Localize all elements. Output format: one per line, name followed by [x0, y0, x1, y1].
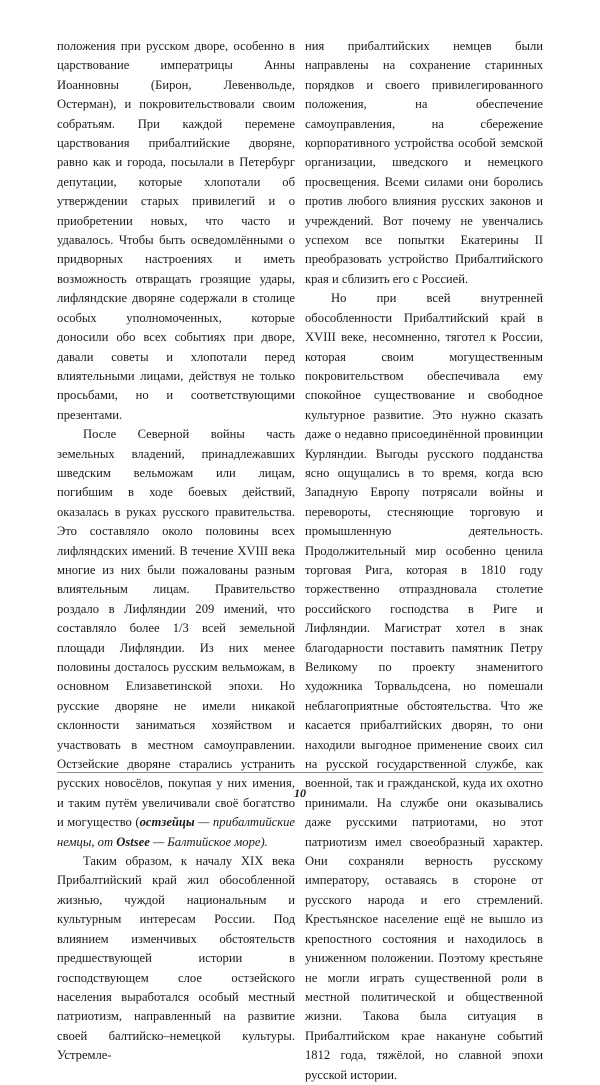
right-paragraph-2: Но при всей внутренней обособленности Прибалтийский край в XVIII веке, несомненно, тяготел к России, которая своим могущественным покровительством обеспечивала ему спокойное существование и свободное культурное развитие. Это нужно сказать даже о недавно присоединённой провинции Курляндии. Выгоды русского подданства ясно ощущались в то время, когда всю Западную Европу потрясали войны и перевороты, стесняющие торговую и промышленную деятельность. Продолжительный мир особенно ценила торговая Рига, которая в 1810 году торжественно отпраздновала столетие российского господства в Риге и Лифляндии. Магистрат хотел в знак благодарности поставить памятник Петру Великому по проекту знаменитого художника Торвальдсена, но помешали неблагоприятные обстоятельства. Что же касается прибалтийских дворян, то они находили выгодное применение своих сил на русской государственной службе, как военной, так и гражданской, куда их охотно принимали. На службе они оказывались даже русскими патриотами, но этот патриотизм имел своеобразный характер. Они сохраняли верность русскому императору, оставаясь в стороне от русского народа и его стремлений. Крестьянское население ещё не вышло из крепостного состояния и находилось в униженном положении. Поэтому крестьяне не могли играть существенной роли в местной политической и общественной жизни. Такова была ситуация в Прибалтийском крае накануне событий 1812 года, тяжёлой, но славной эпохи русской истории. — [305, 291, 543, 1082]
footer-rule — [57, 772, 543, 773]
left-column — [57, 37, 295, 1066]
gloss-part-1: — прибалтийские немцы, от — [57, 815, 295, 849]
page-number: 10 — [294, 786, 306, 800]
term-ostsee: Ostsee — [116, 834, 150, 849]
left-paragraph-1: положения при русском дворе, особенно в царствование императрицы Анны Иоанновны (Бирон, Левенвольде, Остерман), и покровительствовали своим собратьям. При каждой перемене царствования прибалтийские дворяне, равно как и города, посылали в Петербург депутации, которые хлопотали об утверждении старых привилегий и о приобретении новых, что часто и удавалось. Чтобы быть осведомлёнными о придворных настроениях и иметь возможность отвращать грозящие удары, лифляндские дворяне содержали в столице особых уполномоченных, которые доносили обо всех событиях при дворе, давали советы и хлопотали перед влиятельными лицами, действуя не только просьбами, но и соответствующими презентами. — [57, 39, 295, 422]
right-column — [305, 37, 543, 1085]
gloss-part-2: — Балтийское море). — [149, 834, 268, 849]
right-paragraph-1: ния прибалтийских немцев были направлены на сохранение старинных порядков и своего привилегированного положения, на обеспечение самоуправления, на сбережение корпоративного устройства особой земской организации, шведского и немецкого просвещения. Всеми силами они боролись против любого влияния русских законов и учреждений. Вот почему не увенчались успехом все попытки Екатерины II преобразовать устройство Прибалтийского края и сблизить его с Россией. — [305, 39, 543, 286]
left-paragraph-2-text: После Северной войны часть земельных владений, принадлежавших шведским вельможам или лицам, погибшим в ходе боевых действий, оказалась в руках русского правительства. Это составляло около половины всех лифляндских имений. В течение XVIII века многие из них были пожалованы разным влиятельным лицам. Правительство роздало в Лифляндии 209 имений, что составляло более 1/3 всей земельной площади Лифляндии. Из них менее половины досталось русским вельможам, в основном Елизаветинской эпохи. Но русские дворяне не имели никакой склонности заниматься хозяйством и участвовать в местном самоуправлении. Остзейские дворяне старались устранить русских новосёлов, покупая у них имения, и таким путём увеличивали своё богатство и могущество ( — [57, 427, 295, 830]
term-ostzeytsy: остзейцы — [139, 815, 195, 830]
left-paragraph-3: Таким образом, к началу XIX века Прибалтийский край жил обособленной жизнью, чуждой национальным и культурным интересам России. Под влиянием изменчивых обстоятельств предшествующей истории в господствующем слое остзейского населения выработался особый местный патриотизм, направленный на развитие своей балтийско–немецкой культуры. Устремле- — [57, 854, 295, 1063]
